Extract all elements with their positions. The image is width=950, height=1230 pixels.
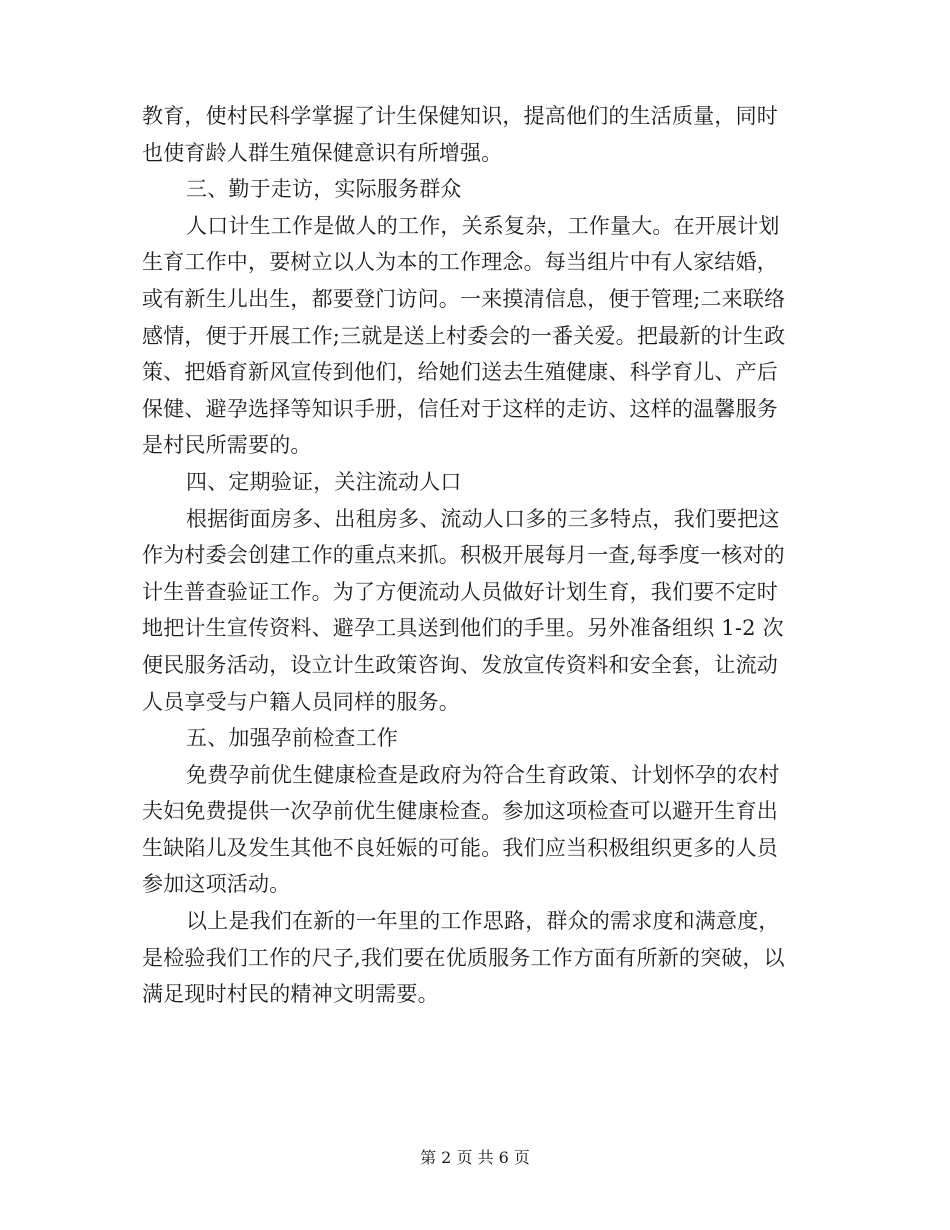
- text-line: 感情，便于开展工作;三就是送上村委会的一番关爱。把最新的计生政: [142, 323, 786, 348]
- text-line: 满足现时村民的精神文明需要。: [142, 982, 439, 1007]
- page-number-footer: 第 2 页 共 6 页: [420, 1148, 530, 1167]
- text-line: 或有新生儿出生，都要登门访问。一来摸清信息，便于管理;二来联络: [142, 286, 786, 311]
- text-line: 也使育龄人群生殖保健意识有所增强。: [142, 140, 503, 165]
- section-heading: 四、定期验证，关注流动人口: [186, 469, 462, 494]
- text-line: 保健、避孕选择等知识手册，信任对于这样的走访、这样的温馨服务: [142, 396, 778, 421]
- text-line: 是检验我们工作的尺子,我们要在优质服务工作方面有所新的突破，以: [142, 945, 785, 970]
- text-line: 是村民所需要的。: [142, 433, 312, 458]
- text-line: 根据街面房多、出租房多、流动人口多的三多特点，我们要把这: [186, 506, 780, 531]
- text-line: 免费孕前优生健康检查是政府为符合生育政策、计划怀孕的农村: [186, 762, 780, 787]
- text-line: 人口计生工作是做人的工作，关系复杂，工作量大。在开展计划: [186, 213, 780, 238]
- section-heading: 五、加强孕前检查工作: [186, 726, 398, 751]
- section-heading: 三、勤于走访，实际服务群众: [186, 177, 462, 202]
- text-line: 便民服务活动，设立计生政策咨询、发放宣传资料和安全套，让流动: [142, 652, 778, 677]
- text-line: 以上是我们在新的一年里的工作思路，群众的需求度和满意度，: [186, 909, 780, 934]
- text-line: 夫妇免费提供一次孕前优生健康检查。参加这项检查可以避开生育出: [142, 799, 778, 824]
- text-line: 教育，使村民科学掌握了计生保健知识，提高他们的生活质量，同时: [142, 104, 778, 128]
- text-line: 参加这项活动。: [142, 872, 291, 897]
- text-line: 生育工作中，要树立以人为本的工作理念。每当组片中有人家结婚，: [142, 250, 778, 275]
- text-line: 计生普查验证工作。为了方便流动人员做好计划生育，我们要不定时: [142, 579, 778, 604]
- document-body: [142, 98, 808, 1013]
- text-line: 生缺陷儿及发生其他不良妊娠的可能。我们应当积极组织更多的人员: [142, 835, 778, 860]
- text-line: 地把计生宣传资料、避孕工具送到他们的手里。另外准备组织 1-2 次: [142, 616, 784, 641]
- text-line: 策、把婚育新风宣传到他们，给她们送去生殖健康、科学育儿、产后: [142, 360, 778, 385]
- text-line: 作为村委会创建工作的重点来抓。积极开展每月一查,每季度一核对的: [142, 543, 785, 568]
- text-line: 人员享受与户籍人员同样的服务。: [142, 689, 460, 714]
